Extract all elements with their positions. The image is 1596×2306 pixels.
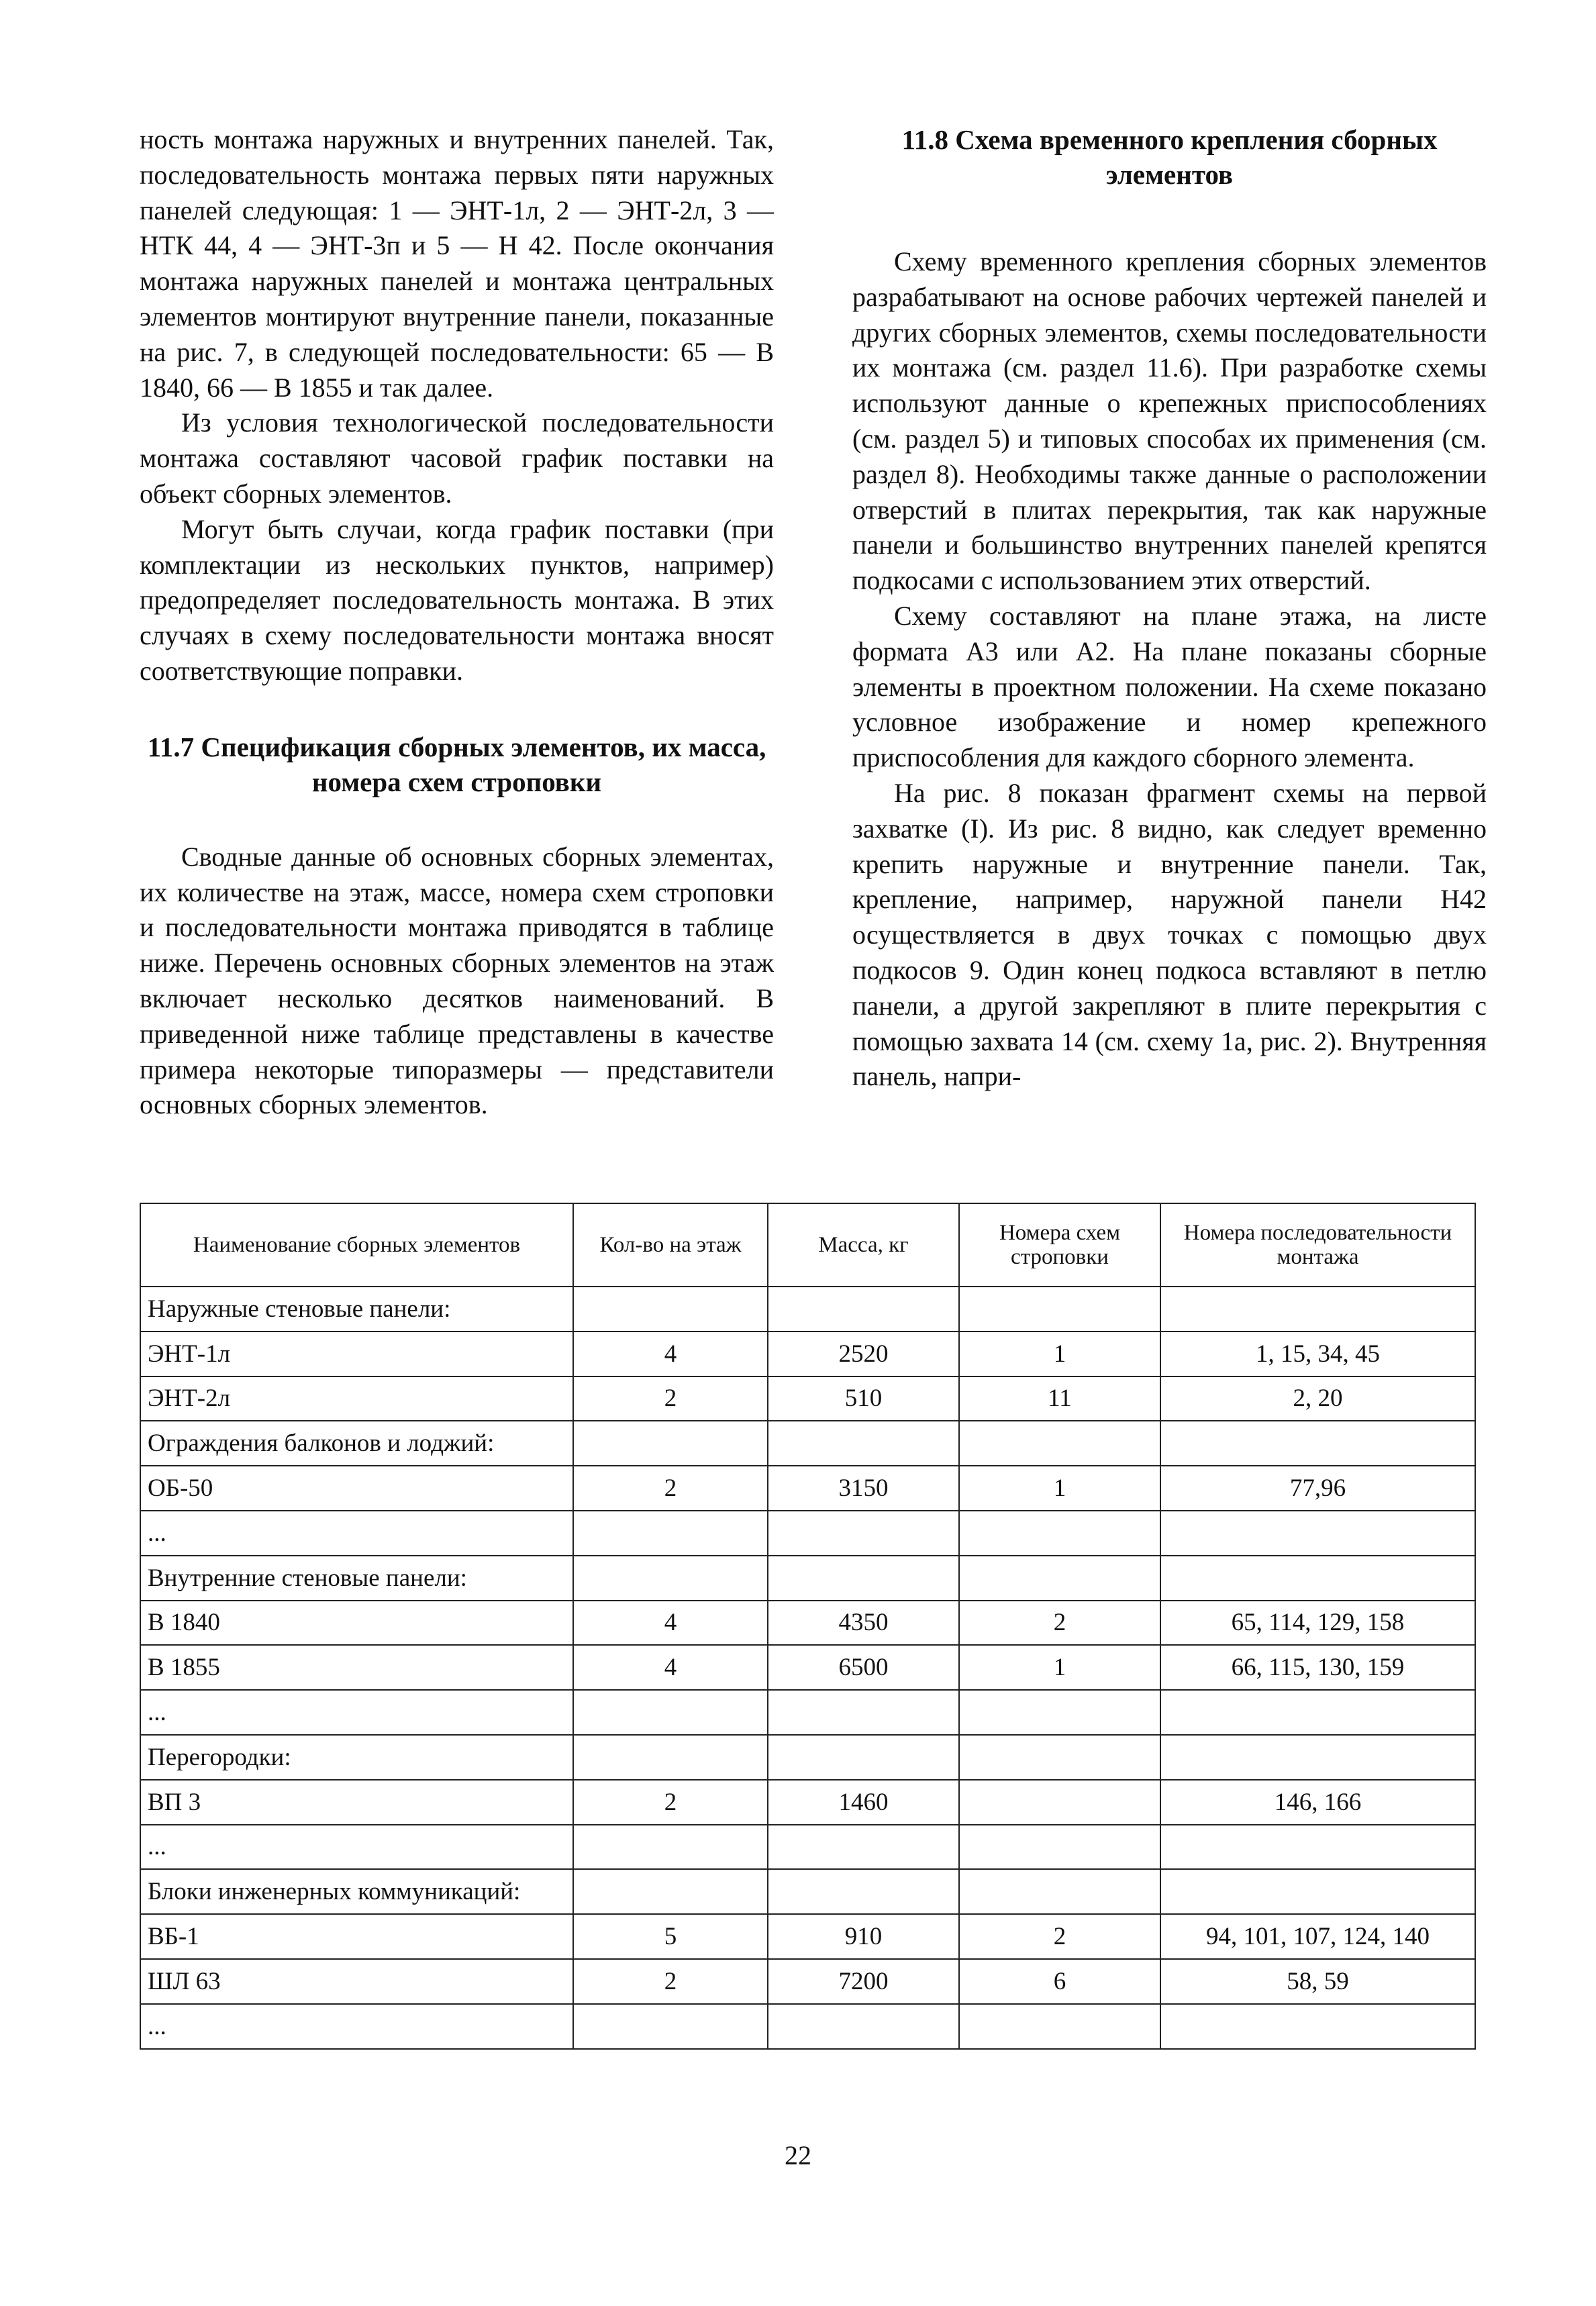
section-heading-11-7: 11.7 Спецификация сборных элементов, их масса, номера схем строповки	[147, 731, 766, 797]
table-cell	[1160, 1869, 1475, 1914]
table-row	[140, 1376, 1475, 1421]
table-cell: 2	[573, 1466, 768, 1511]
table-cell: 2	[959, 1601, 1160, 1646]
table-row	[140, 1690, 1475, 1735]
right-paragraph-3: На рис. 8 показан фрагмент схемы на первой захватке (I). Из рис. 8 видно, как следует временно крепить наружные и внутренние панели. Так, крепление, например, наружной панели Н42 осуществляется в двух точках с помощью двух подкосов 9. Один конец подкоса вставляют в петлю панели, а другой закрепляют в плите перекрытия с помощью захвата 14 (см. схему 1а, рис. 2). Внутренняя панель, напри-	[852, 777, 1487, 1092]
table-cell	[1160, 1287, 1475, 1332]
table-row	[140, 1556, 1475, 1601]
table-cell	[959, 1825, 1160, 1870]
table-cell: 4	[573, 1645, 768, 1690]
table-cell: 910	[768, 1914, 959, 1959]
table-cell: ЭНТ-2л	[140, 1376, 573, 1421]
table-cell	[573, 1869, 768, 1914]
table-cell: 2	[573, 1376, 768, 1421]
table-cell	[573, 2004, 768, 2049]
table-cell: 1460	[768, 1780, 959, 1825]
table-cell	[768, 1511, 959, 1556]
table-cell	[1160, 1421, 1475, 1466]
table-cell: В 1840	[140, 1601, 573, 1646]
left-paragraph-1: ность монтажа наружных и внутренних панелей. Так, последовательность монтажа первых пяти наружных панелей следующая: 1 — ЭНТ-1л, 2 — ЭНТ-2л, 3 — НТК 44, 4 — ЭНТ-3п и 5 — Н 42. После окончания монтажа наружных панелей и монтажа центральных элементов монтируют внутренние панели, показанные на рис. 7, в следующей последовательности: 65 — В 1840, 66 — В 1855 и так далее.	[140, 124, 774, 403]
table-cell: 1	[959, 1466, 1160, 1511]
table-cell: Ограждения балконов и лоджий:	[140, 1421, 573, 1466]
table-row	[140, 1287, 1475, 1332]
table-cell: 1	[959, 1332, 1160, 1376]
table-cell: 2520	[768, 1332, 959, 1376]
table-row	[140, 1332, 1475, 1376]
table-cell	[768, 2004, 959, 2049]
header-sling-scheme: Номера схем строповки	[959, 1203, 1160, 1287]
table-row	[140, 1735, 1475, 1780]
table-row	[140, 1466, 1475, 1511]
table-cell	[959, 1556, 1160, 1601]
table-cell: Перегородки:	[140, 1735, 573, 1780]
table-cell: 77,96	[1160, 1466, 1475, 1511]
table-body	[140, 1287, 1475, 2049]
table-cell: 66, 115, 130, 159	[1160, 1645, 1475, 1690]
table-cell: 2	[959, 1914, 1160, 1959]
table-cell: ЭНТ-1л	[140, 1332, 573, 1376]
table-header-row	[140, 1203, 1475, 1287]
table-cell	[959, 2004, 1160, 2049]
table-cell	[768, 1556, 959, 1601]
right-paragraph-1: Схему временного крепления сборных элементов разрабатывают на основе рабочих чертежей панелей и других сборных элементов, схемы последовательности их монтажа (см. раздел 11.6). При разработке схемы используют данные о крепежных приспособлениях (см. раздел 5) и типовых способах их применения (см. раздел 8). Необходимы также данные о расположении отверстий в плитах перекрытия, так как наружные панели и большинство внутренних панелей крепятся подкосами с использованием этих отверстий.	[852, 246, 1487, 596]
table-cell: 94, 101, 107, 124, 140	[1160, 1914, 1475, 1959]
table-cell: ...	[140, 1511, 573, 1556]
table-cell: 1	[959, 1645, 1160, 1690]
table-cell	[768, 1825, 959, 1870]
header-mount-sequence: Номера последовательности монтажа	[1160, 1203, 1475, 1287]
table-cell	[573, 1287, 768, 1332]
right-column	[852, 122, 1487, 1095]
table-cell: 4	[573, 1601, 768, 1646]
header-count: Кол-во на этаж	[573, 1203, 768, 1287]
table-cell	[959, 1511, 1160, 1556]
table-row	[140, 1421, 1475, 1466]
table-cell: ...	[140, 1825, 573, 1870]
table-row	[140, 1601, 1475, 1646]
page-number: 22	[785, 2140, 811, 2170]
left-paragraph-2: Из условия технологической последовательности монтажа составляют часовой график поставки на объект сборных элементов.	[140, 407, 774, 509]
table-cell: 2, 20	[1160, 1376, 1475, 1421]
table-cell: 11	[959, 1376, 1160, 1421]
table-cell: 7200	[768, 1959, 959, 2004]
table-cell: ШЛ 63	[140, 1959, 573, 2004]
table-cell: 2	[573, 1780, 768, 1825]
table-cell	[959, 1287, 1160, 1332]
table-cell: 6	[959, 1959, 1160, 2004]
table-cell	[573, 1511, 768, 1556]
table-row	[140, 1914, 1475, 1959]
table-row	[140, 1959, 1475, 2004]
table-cell	[573, 1735, 768, 1780]
table-row	[140, 2004, 1475, 2049]
table-cell: 65, 114, 129, 158	[1160, 1601, 1475, 1646]
table-row	[140, 1780, 1475, 1825]
spec-table	[140, 1203, 1476, 2050]
table-cell	[959, 1690, 1160, 1735]
table-cell: 5	[573, 1914, 768, 1959]
table-cell: 3150	[768, 1466, 959, 1511]
table-cell	[573, 1421, 768, 1466]
table-cell	[1160, 1825, 1475, 1870]
table-cell: ...	[140, 1690, 573, 1735]
left-paragraph-4: Сводные данные об основных сборных элементах, их количестве на этаж, массе, номера схем строповки и последовательности монтажа приводятся в таблице ниже. Перечень основных сборных элементов на этаж включает несколько десятков наименований. В приведенной ниже таблице представлены в качестве примера некоторые типоразмеры — представители основных сборных элементов.	[140, 841, 774, 1120]
table-cell: ...	[140, 2004, 573, 2049]
table-cell	[768, 1421, 959, 1466]
table-cell: В 1855	[140, 1645, 573, 1690]
table-cell: 146, 166	[1160, 1780, 1475, 1825]
left-column	[140, 122, 774, 1123]
header-name: Наименование сборных элементов	[140, 1203, 573, 1287]
table-cell	[768, 1869, 959, 1914]
table-cell	[959, 1421, 1160, 1466]
table-cell	[1160, 1735, 1475, 1780]
table-cell: ВБ-1	[140, 1914, 573, 1959]
table-cell	[573, 1690, 768, 1735]
table-cell: ОБ-50	[140, 1466, 573, 1511]
table-row	[140, 1869, 1475, 1914]
table-cell: 4	[573, 1332, 768, 1376]
table-cell: 2	[573, 1959, 768, 2004]
table-cell: Блоки инженерных коммуникаций:	[140, 1869, 573, 1914]
table-row	[140, 1645, 1475, 1690]
table-cell: Внутренние стеновые панели:	[140, 1556, 573, 1601]
table-cell	[768, 1735, 959, 1780]
table-cell	[573, 1825, 768, 1870]
table-row	[140, 1825, 1475, 1870]
right-paragraph-2: Схему составляют на плане этажа, на листе формата А3 или А2. На плане показаны сборные элементы в проектном положении. На схеме показано условное изображение и номер крепежного приспособления для каждого сборного элемента.	[852, 600, 1487, 773]
table-cell: 58, 59	[1160, 1959, 1475, 2004]
table-cell	[1160, 1511, 1475, 1556]
table-cell: 510	[768, 1376, 959, 1421]
table-cell: 6500	[768, 1645, 959, 1690]
table-cell	[1160, 1556, 1475, 1601]
table-cell	[959, 1735, 1160, 1780]
table-cell	[1160, 2004, 1475, 2049]
header-mass: Масса, кг	[768, 1203, 959, 1287]
table-cell	[768, 1690, 959, 1735]
section-heading-11-8: 11.8 Схема временного крепления сборных элементов	[901, 124, 1438, 190]
table-cell	[959, 1780, 1160, 1825]
table-cell: Наружные стеновые панели:	[140, 1287, 573, 1332]
table-row	[140, 1511, 1475, 1556]
table-cell: ВП 3	[140, 1780, 573, 1825]
table-cell	[768, 1287, 959, 1332]
table-cell	[1160, 1690, 1475, 1735]
table-cell: 1, 15, 34, 45	[1160, 1332, 1475, 1376]
table-cell: 4350	[768, 1601, 959, 1646]
table-cell	[573, 1556, 768, 1601]
left-paragraph-3: Могут быть случаи, когда график поставки (при комплектации из нескольких пунктов, например) предопределяет последовательность монтажа. В этих случаях в схему последовательности монтажа вносят соответствующие поправки.	[140, 513, 774, 686]
table-cell	[959, 1869, 1160, 1914]
